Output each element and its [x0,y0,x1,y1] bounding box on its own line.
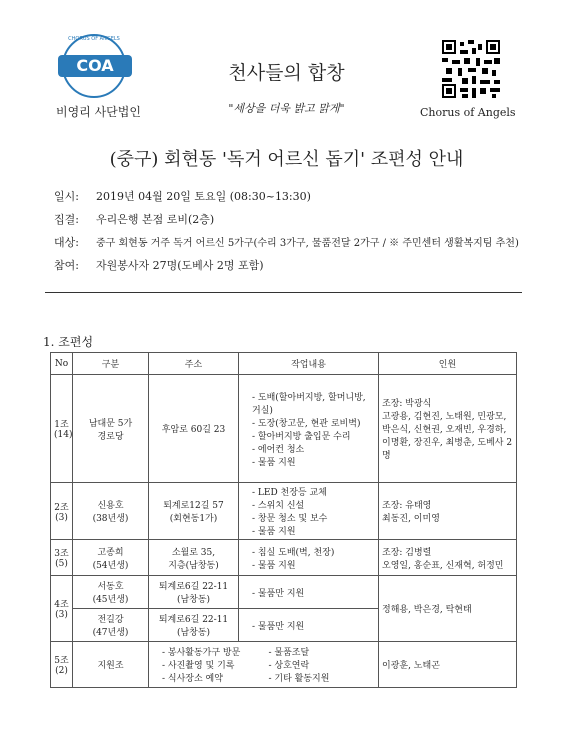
work-item: - 에어컨 청소 [252,442,375,455]
cell-work [239,540,379,576]
org-name: 비영리 사단법인 [56,105,141,119]
cell-work [239,375,379,483]
work-item: - 물품 지원 [252,455,375,468]
info-row-date [54,188,311,204]
work-item: - 침실 도배(벽, 천장) [252,545,375,558]
header-category: 구분 [73,353,149,375]
slogan: "세상을 더욱 밝고 맑게" [228,102,345,115]
cell-no: 1조 (14) [51,375,73,483]
logo-ring-text: CHORUS OF ANGELS [68,36,120,42]
info-row-target [54,234,519,250]
work-item: - 물품조달 [269,645,376,658]
cell-work [239,483,379,540]
info-value: 2019년 04월 20일 토요일 (08:30~13:30) [96,190,311,203]
cell-no: 3조 (5) [51,540,73,576]
table-row [51,642,517,688]
cell-members: 조장: 김병렬 오영일, 홍순표, 신재혁, 허정민 [379,540,517,576]
work-item: - 상호연락 [269,658,376,671]
cell-category: 서동호 (45년생) [73,576,149,609]
cell-members: 조장: 박광식 고광용, 김현진, 노태원, 민광모, 박은식, 신현권, 오재빈, 우경하, 이명환, 장진우, 최병춘, 도베사 2명 [379,375,517,483]
info-key: 집결: [54,213,79,226]
work-item: - LED 천장등 교체 [252,485,375,498]
work-item: - 할아버지방 출입문 수리 [252,429,375,442]
cell-members: 조장: 유태영 최동진, 이미영 [379,483,517,540]
doc-title: 천사들의 합창 [228,62,345,84]
work-item: - 봉사활동가구 방문 [162,645,269,658]
cell-address: 퇴계로12길 57 (회현동1가) [149,483,239,540]
cell-address: 후암로 60길 23 [149,375,239,483]
table-row [51,540,517,576]
info-key: 일시: [54,190,79,203]
work-item: - 물품만 지원 [252,619,375,632]
cell-work [239,576,379,609]
work-item: - 도배(할아버지방, 할머니방, 거실) [252,390,375,416]
info-key: 대상: [54,236,79,249]
cell-no: 5조 (2) [51,642,73,688]
cell-work [239,609,379,642]
qr-code-icon [442,40,500,98]
main-title: (중구) 회현동 '독거 어르신 돕기' 조편성 안내 [109,149,464,170]
cell-category: 신용호 (38년생) [73,483,149,540]
work-item: - 창문 청소 및 보수 [252,511,375,524]
work-item: - 사진촬영 및 기록 [162,658,269,671]
header-work: 작업내용 [239,353,379,375]
cell-category: 지원조 [73,642,149,688]
info-row-participants [54,257,264,273]
work-item: - 스위치 신설 [252,498,375,511]
header-address: 주소 [149,353,239,375]
info-value: 우리은행 본점 로비(2층) [96,213,215,226]
cell-category: 전길강 (47년생) [73,609,149,642]
cell-no: 2조 (3) [51,483,73,540]
header-members: 인원 [379,353,517,375]
info-key: 참여: [54,259,79,272]
section-title: 1. 조편성 [43,335,94,349]
work-item: - 물품 지원 [252,524,375,537]
cell-address: 퇴계로6길 22-11 (남창동) [149,576,239,609]
info-value: 중구 회현동 거주 독거 어르신 5가구(수리 3가구, 물품전달 2가구 / ※ 주민센터 생활복지팀 추천) [96,238,519,249]
cell-address: 소월로 35, 지층(남창동) [149,540,239,576]
cell-address: 퇴계로6길 22-11 (남창동) [149,609,239,642]
header-no: No [51,353,73,375]
coa-logo: COA [58,55,132,77]
info-row-meeting [54,211,214,227]
divider [45,292,522,293]
table-row [51,576,517,609]
work-item: - 식사장소 예약 [162,671,269,684]
work-item: - 기타 활동지원 [269,671,376,684]
cell-no: 4조 (3) [51,576,73,642]
team-table [50,352,517,688]
info-value: 자원봉사자 27명(도베사 2명 포함) [96,259,264,272]
choir-name: Chorus of Angels [420,106,516,119]
work-item: - 물품만 지원 [252,586,375,599]
cell-category: 남대문 5가 경로당 [73,375,149,483]
cell-members: 이광훈, 노태곤 [379,642,517,688]
work-item: - 도장(창고문, 현관 로비벽) [252,416,375,429]
cell-members: 정해용, 박은경, 탁현태 [379,576,517,642]
table-row [51,375,517,483]
work-item: - 물품 지원 [252,558,375,571]
cell-work [149,642,379,688]
table-row [51,483,517,540]
table-header-row [51,353,517,375]
cell-category: 고종희 (54년생) [73,540,149,576]
